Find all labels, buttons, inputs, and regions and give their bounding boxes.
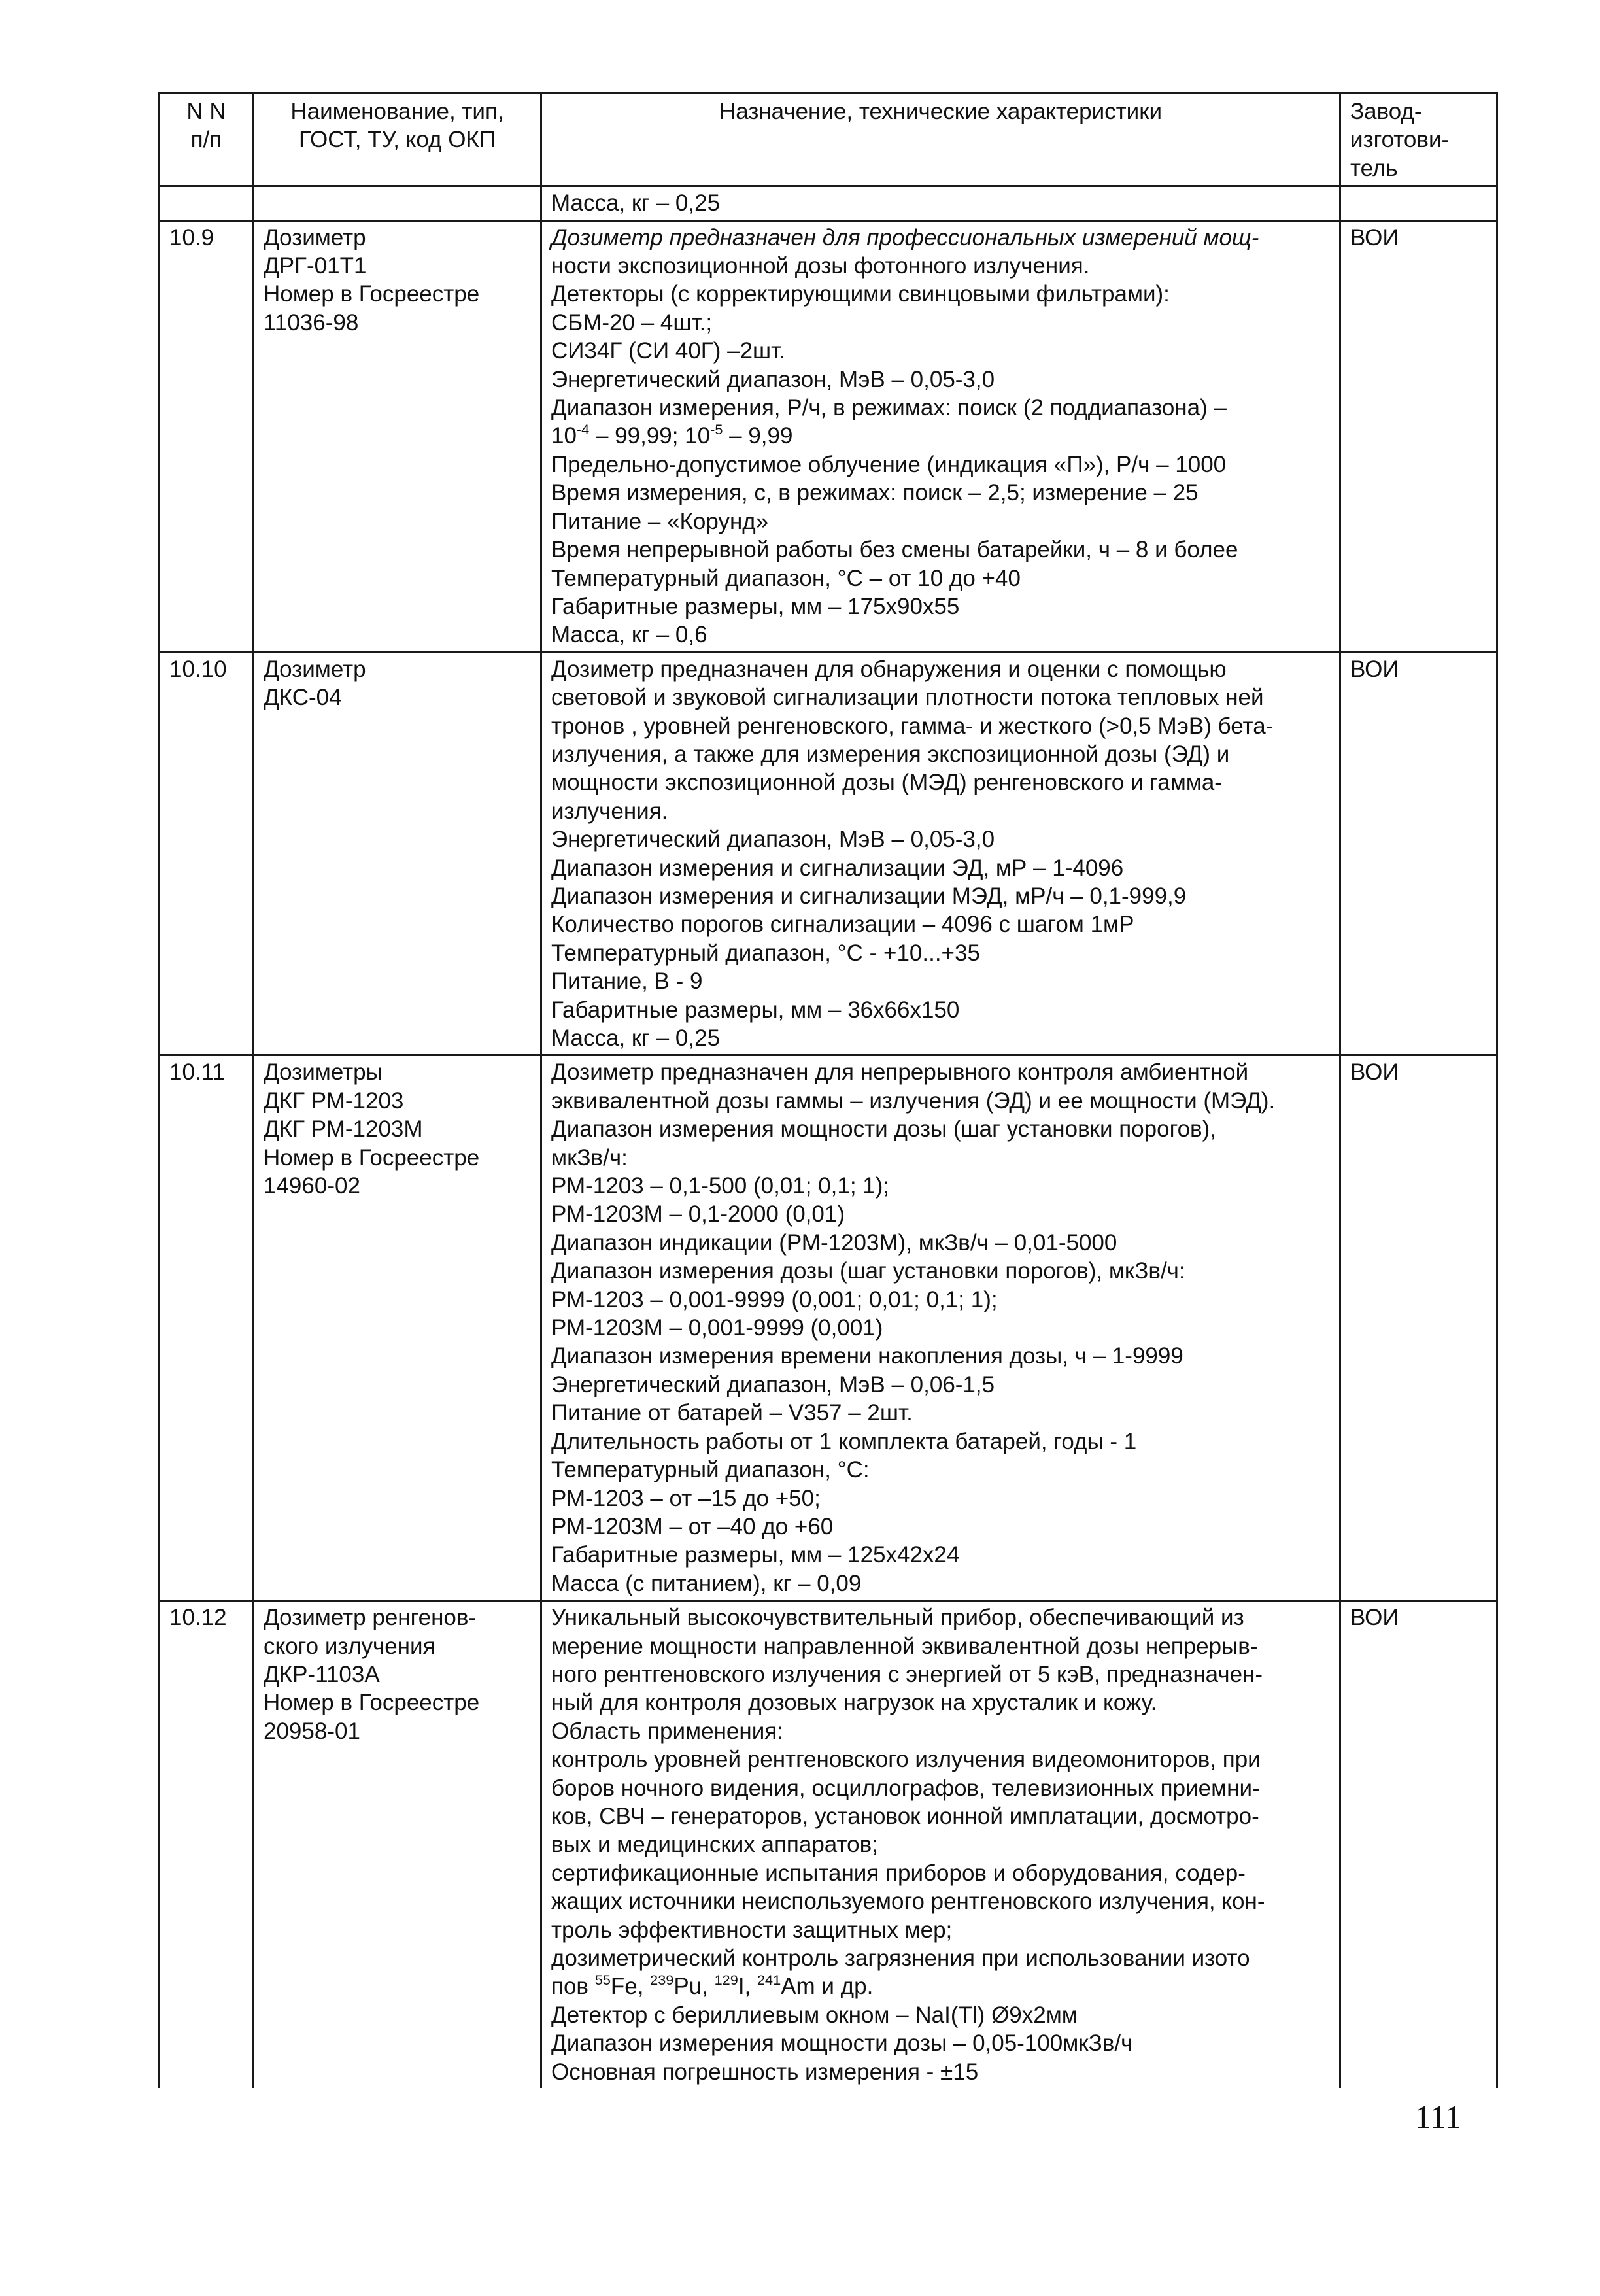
row-number: 10.11 bbox=[160, 1055, 254, 1601]
carryover-row bbox=[160, 186, 1497, 220]
row-number: 10.9 bbox=[160, 220, 254, 652]
device-specs: Дозиметр предназначен для непрерывного контроля амбиентной эквивалентной дозы гаммы – излучения (ЭД) и ее мощности (МЭД). Диапазон измерения мощности дозы (шаг установки порогов), мкЗв/ч: РМ-1203 – 0,1-500 (0,01; 0,1; 1); РМ-1203М – 0,1-2000 (0,01) Диапазон индикации (РМ-1203М), мкЗв/ч – 0,01-5000 Диапазон измерения дозы (шаг установки порогов), мкЗв/ч: РМ-1203 – 0,001-9999 (0,001; 0,01; 0,1; 1); РМ-1203М – 0,001-9999 (0,001) Диапазон измерения времени накопления дозы, ч – 1-9999 Энергетический диапазон, МэВ – 0,06-1,5 Питание от батарей – V357 – 2шт. Длительность работы от 1 комплекта батарей, годы - 1 Температурный диапазон, °С: РМ-1203 – от –15 до +50; РМ-1203М – от –40 до +60 Габаритные размеры, мм – 125x42x24 Масса (с питанием), кг – 0,09 bbox=[541, 1055, 1340, 1601]
specification-table bbox=[158, 92, 1498, 2088]
device-specs: Уникальный высокочувствительный прибор, обеспечивающий из мерение мощности направленной эквивалентной дозы непрерыв- ного рентгеновского излучения с энергией от 5 кэВ, предназначен- ный для контроля дозовых нагрузок на хрусталик и кожу. Область применения: контроль уровней рентгеновского излучения видеомониторов, при боров ночного видения, осциллографов, телевизионных приемни- ков, СВЧ – генераторов, установок ионной имплатации, досмотро- вых и медицинских аппаратов; сертификационные испытания приборов и оборудования, содер- жащих источники неиспользуемого рентгеновского излучения, кон- троль эффективности защитных мер; дозиметрический контроль загрязнения при использовании изото пов $^{55}$Fe, $^{239}$Pu, $^{129}$I, $^{241}$Am и др. Детектор с бериллиевым окном – NaI(Tl) Ø9x2мм Диапазон измерения мощности дозы – 0,05-100мкЗв/ч Основная погрешность измерения - ±15 bbox=[541, 1601, 1340, 2088]
header-name: Наименование, тип, ГОСТ, ТУ, код ОКП bbox=[254, 93, 541, 186]
device-name: Дозиметр ренгенов- ского излучения ДКР-1103А Номер в Госреестре 20958-01 bbox=[254, 1601, 541, 2088]
row-number: 10.10 bbox=[160, 652, 254, 1055]
isotope-list: пов $^{55}$Fe, $^{239}$Pu, $^{129}$I, $^{241}$Am и др. bbox=[551, 1971, 874, 2000]
manufacturer: ВОИ bbox=[1340, 652, 1497, 1055]
device-name: Дозиметр ДРГ-01Т1 Номер в Госреестре 11036-98 bbox=[254, 220, 541, 652]
manufacturer: ВОИ bbox=[1340, 1601, 1497, 2088]
device-name: Дозиметры ДКГ РМ-1203 ДКГ РМ-1203М Номер в Госреестре 14960-02 bbox=[254, 1055, 541, 1601]
table-row bbox=[160, 652, 1497, 1055]
manufacturer: ВОИ bbox=[1340, 1055, 1497, 1601]
carryover-mass: Масса, кг – 0,25 bbox=[541, 186, 1340, 220]
table-header-row bbox=[160, 93, 1497, 186]
header-manufacturer: Завод- изготови- тель bbox=[1340, 93, 1497, 186]
device-specs: Дозиметр предназначен для обнаружения и оценки с помощью световой и звуковой сигнализации плотности потока тепловых ней тронов , уровней ренгеновского, гамма- и жесткого (>0,5 МэВ) бета- излучения, а также для измерения экспозиционной дозы (ЭД) и мощности экспозиционной дозы (МЭД) ренгеновского и гамма- излучения. Энергетический диапазон, МэВ – 0,05-3,0 Диапазон измерения и сигнализации ЭД, мР – 1-4096 Диапазон измерения и сигнализации МЭД, мР/ч – 0,1-999,9 Количество порогов сигнализации – 4096 с шагом 1мР Температурный диапазон, °С - +10...+35 Питание, В - 9 Габаритные размеры, мм – 36x66x150 Масса, кг – 0,25 bbox=[541, 652, 1340, 1055]
device-specs: Дозиметр предназначен для профессиональных измерений мощ- ности экспозиционной дозы фотонного излучения. Детекторы (с корректирующими свинцовыми фильтрами): СБМ-20 – 4шт.; СИ34Г (СИ 40Г) –2шт. Энергетический диапазон, МэВ – 0,05-3,0 Диапазон измерения, Р/ч, в режимах: поиск (2 поддиапазона) – $10^{-4} - 99,99$; $10^{-5} - 9,99$ Предельно-допустимое облучение (индикация «П»), Р/ч – 1000 Время измерения, с, в режимах: поиск – 2,5; измерение – 25 Питание – «Корунд» Время непрерывной работы без смены батарейки, ч – 8 и более Температурный диапазон, °С – от 10 до +40 Габаритные размеры, мм – 175x90x55 Масса, кг – 0,6 bbox=[541, 220, 1340, 652]
row-number: 10.12 bbox=[160, 1601, 254, 2088]
table-row bbox=[160, 1601, 1497, 2088]
header-purpose: Назначение, технические характеристики bbox=[541, 93, 1340, 186]
page-number: 111 bbox=[1414, 2099, 1461, 2135]
table-row bbox=[160, 1055, 1497, 1601]
header-number: N N п/п bbox=[160, 93, 254, 186]
manufacturer: ВОИ bbox=[1340, 220, 1497, 652]
measurement-range-values: $10^{-4} - 99,99$; $10^{-5} - 9,99$ bbox=[551, 420, 793, 449]
device-name: Дозиметр ДКС-04 bbox=[254, 652, 541, 1055]
table-row bbox=[160, 220, 1497, 652]
